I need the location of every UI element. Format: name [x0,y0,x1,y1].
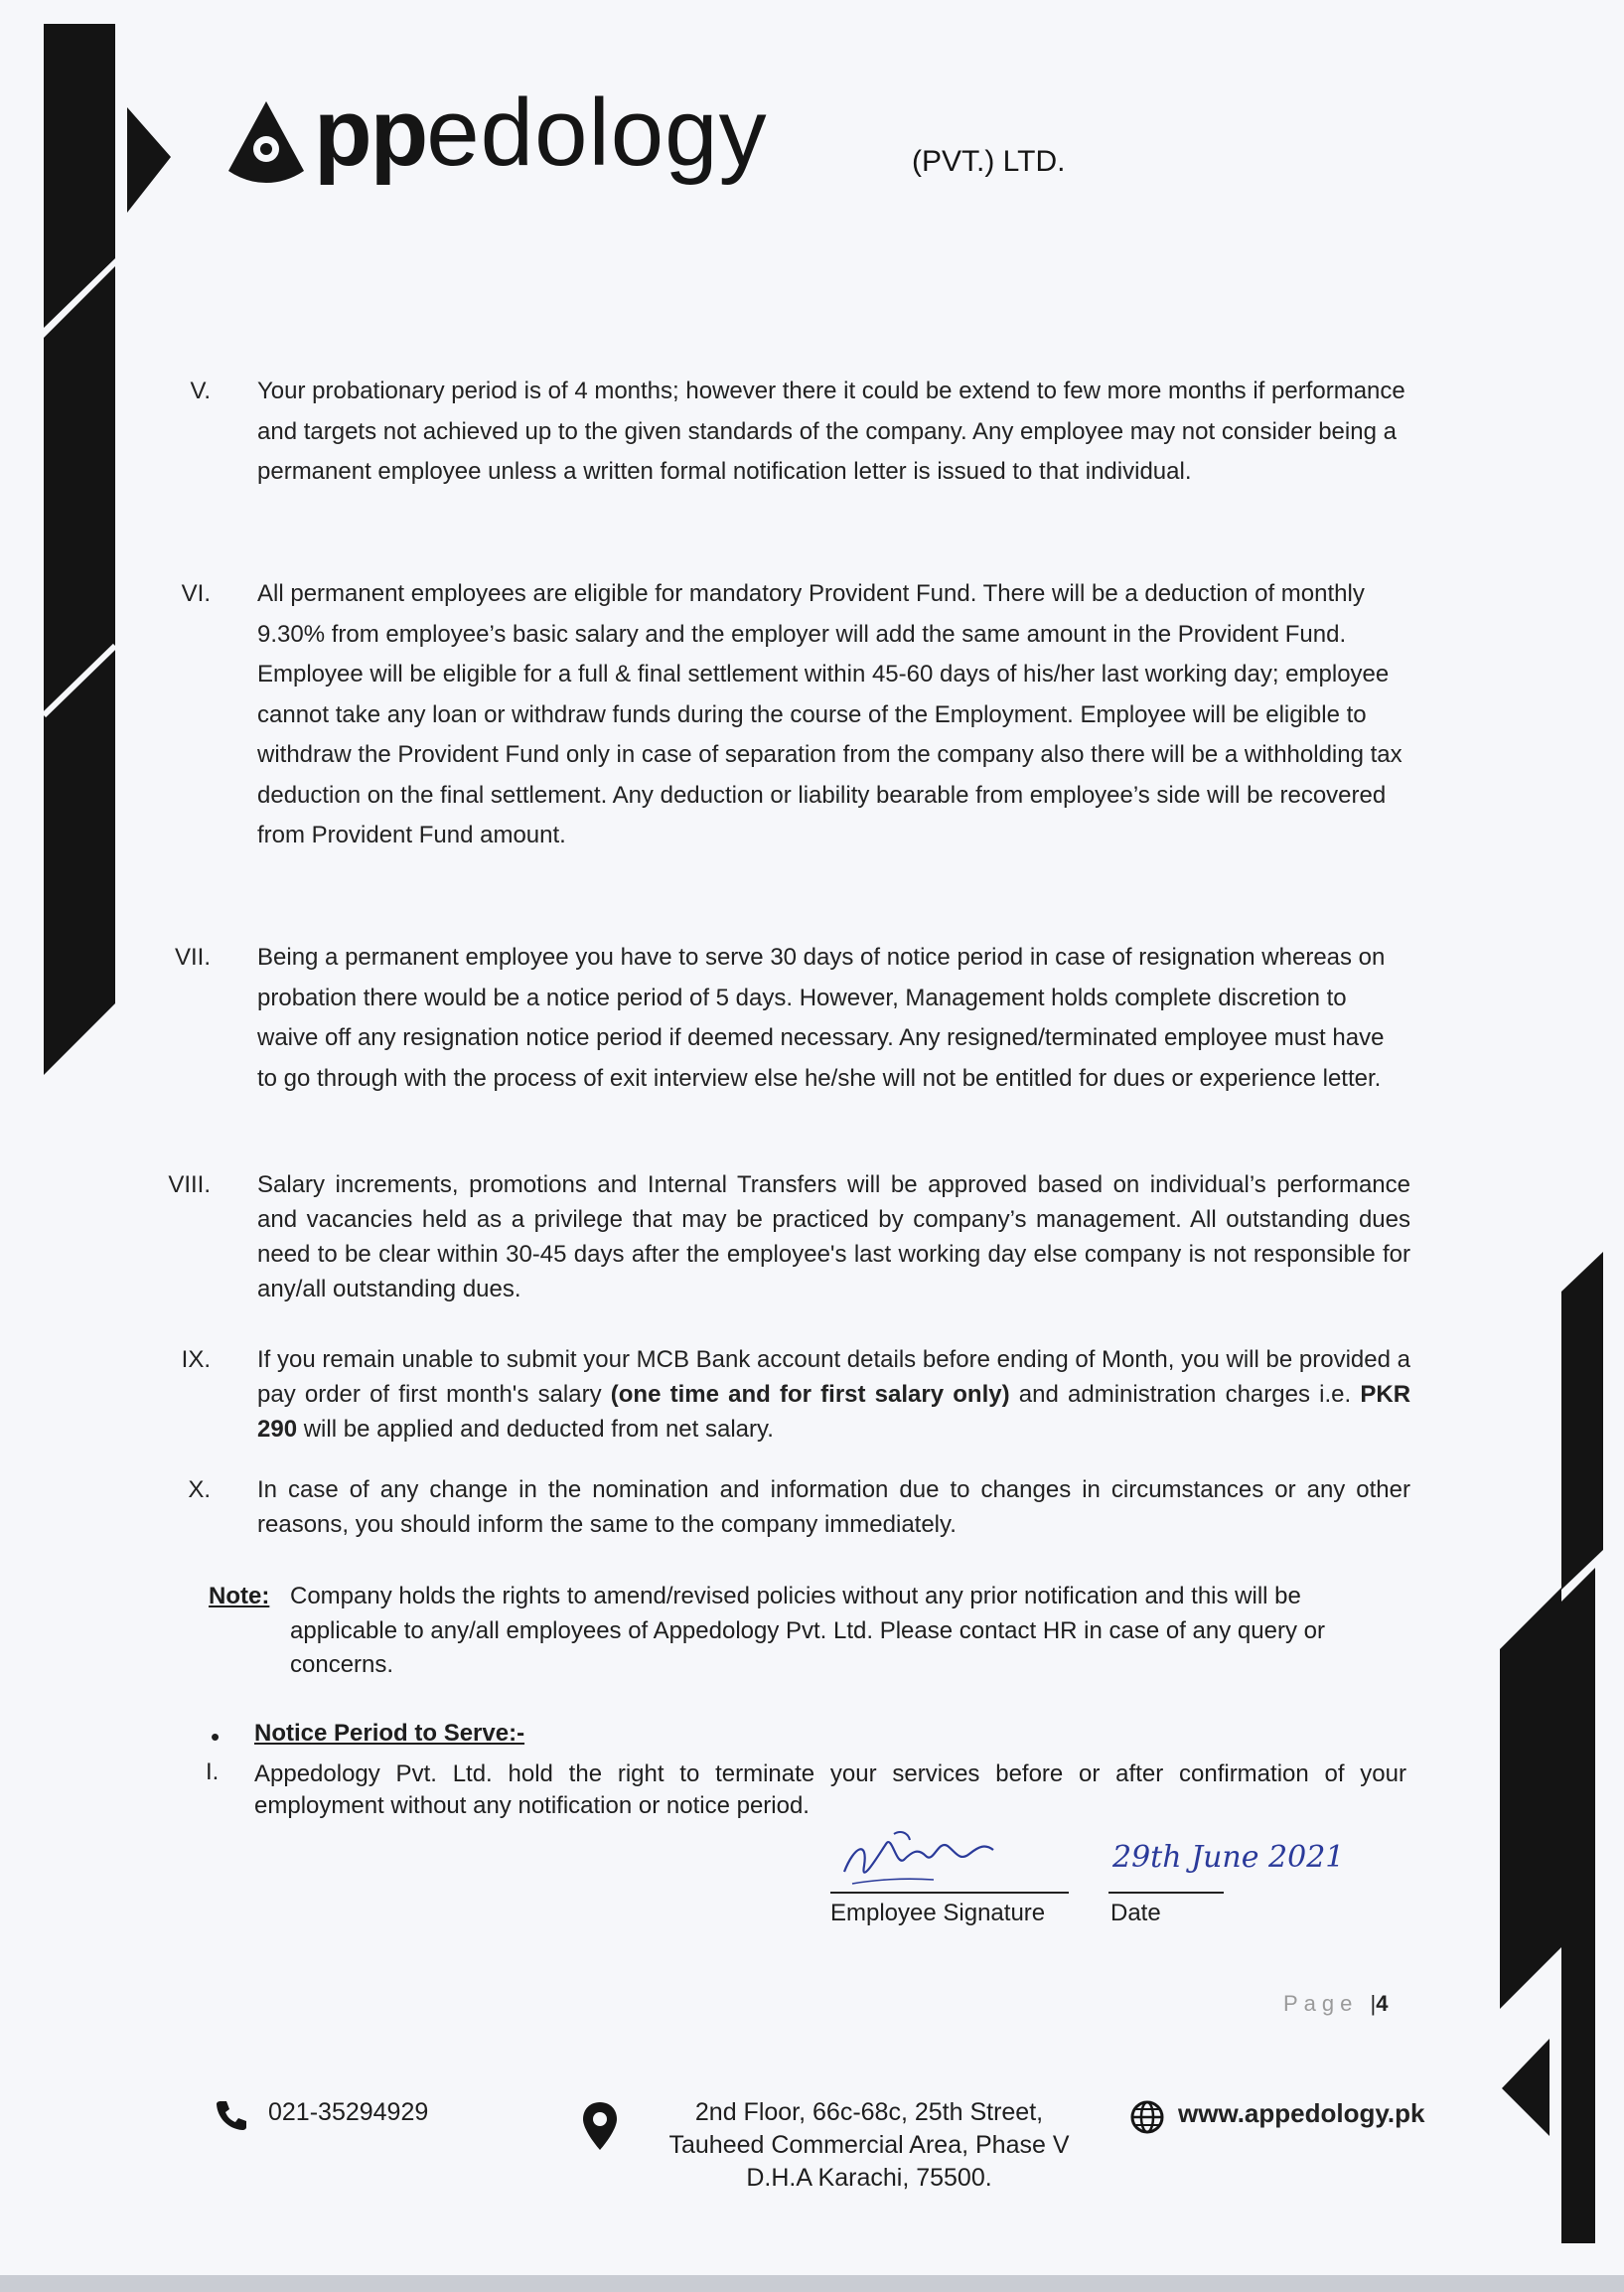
clause-text: All permanent employees are eligible for mandatory Provident Fund. There will be a deduction of monthly 9.30% from employee’s basic salary and the employer will add the same amount in the Provident Fund. Employee will be eligible for a full & final settlement within 45-60 days of his/her last working day; employee cannot take any loan or withdraw funds during the course of the Employment. Employee will be eligible to withdraw the Provident Fund only in case of separation from the company also there will be a withholding tax deduction on the final settlement. Any deduction or liability bearable from employee’s side will be recovered from Provident Fund amount. [257,580,1403,848]
logo-light: edology [426,79,768,186]
phone-number: 021-35294929 [268,2098,429,2126]
clause-text-c: and administration charges i.e. [1018,1381,1352,1408]
page-number-value: 4 [1376,1991,1389,2016]
note-label: Note: [209,1583,270,1609]
date-line [1108,1892,1224,1894]
logo-a-mark-icon [226,99,306,185]
handwritten-signature [834,1826,1073,1892]
clause-number: VII. [174,944,211,971]
clause-text-e: will be applied and deducted from net salary. [303,1416,774,1443]
signature-line [830,1892,1069,1894]
employee-signature-label: Employee Signature [830,1900,1046,1926]
bullet-icon: • [211,1722,221,1752]
clause-number: VIII. [168,1171,211,1198]
website-url[interactable]: www.appedology.pk [1178,2098,1425,2128]
clause-number: VI. [181,580,211,607]
page-separator: | [1370,1991,1377,2016]
address-lines [621,2096,1117,2195]
right-decor-band-top [1561,1252,1603,1590]
logo-wordmark [314,79,768,186]
clause-text [257,1342,1410,1447]
notice-period-item-number: I. [206,1758,220,1785]
clause-amount: PKR 290 [257,1381,1411,1443]
note-text: Company holds the rights to amend/revised policies without any prior notification and this will be applicable to any/all employees of Appedology Pvt. Ltd. Please contact HR in case of any query or concerns. [290,1583,1325,1678]
right-decor-band-mid [1500,1588,1561,2009]
right-decor-bar [1561,1568,1595,2243]
clause-text: Salary increments, promotions and Internal Transfers will be approved based on individual’s performance and vacancies held as a privilege that may be practiced by company’s management. All outstanding dues need to be clear within 30-45 days after the employee's last working day else company is not responsible for any/all outstanding dues. [257,1171,1410,1302]
clause-text: In case of any change in the nomination and information due to changes in circumstances or any other reasons, you should inform the same to the company immediately. [257,1476,1410,1538]
location-pin-icon [581,2100,619,2152]
date-label: Date [1110,1900,1161,1926]
address-line-1: 2nd Floor, 66c-68c, 25th Street, [694,2098,1044,2126]
globe-icon [1130,2100,1164,2134]
notice-period-title: Notice Period to Serve:- [254,1720,525,1747]
clause-text-bold-once: (one time and for first salary only) [610,1381,1010,1408]
page-label: Page [1283,1991,1359,2016]
phone-icon [215,2098,248,2132]
address-line-2: Tauheed Commercial Area, Phase V [668,2131,1070,2159]
clause-number: IX. [181,1346,211,1373]
right-decor-chevron [1502,2039,1550,2136]
clause-text: Your probationary period is of 4 months; however there it could be extend to few more months if performance and targets not achieved up to the given standards of the company. Any employee may not consider being a permanent employee unless a written formal notification letter is issued to that individual. [257,378,1405,485]
clause-number: X. [188,1476,211,1503]
clause-text: Being a permanent employee you have to serve 30 days of notice period in case of resignation whereas on probation there would be a notice period of 5 days. However, Management holds complete discretion to waive off any resignation notice period if deemed necessary. Any resigned/terminated employee must have to go through with the process of exit interview else he/she will not be entitled for dues or experience letter. [257,944,1386,1092]
bottom-edge-shadow [0,2275,1624,2292]
logo-bold: pp [314,79,427,186]
left-decor-chevron [127,107,171,213]
handwritten-date: 29th June 2021 [1112,1840,1345,1875]
left-decor-band [44,266,115,1075]
address-line-3: D.H.A Karachi, 75500. [746,2164,992,2192]
signature-block [814,1826,1345,1935]
notice-period-item-text: Appedology Pvt. Ltd. hold the right to terminate your services before or after confirmation of your employment without any notification or notice period. [254,1760,1406,1819]
logo-suffix: (PVT.) LTD. [912,145,1066,178]
clause-number: V. [190,378,211,404]
clause-text-a: If you remain unable to submit your MCB Bank account details before ending of Month, you will be provided a pay order of first month's salary [257,1346,1410,1408]
page-number [1283,1991,1388,2017]
